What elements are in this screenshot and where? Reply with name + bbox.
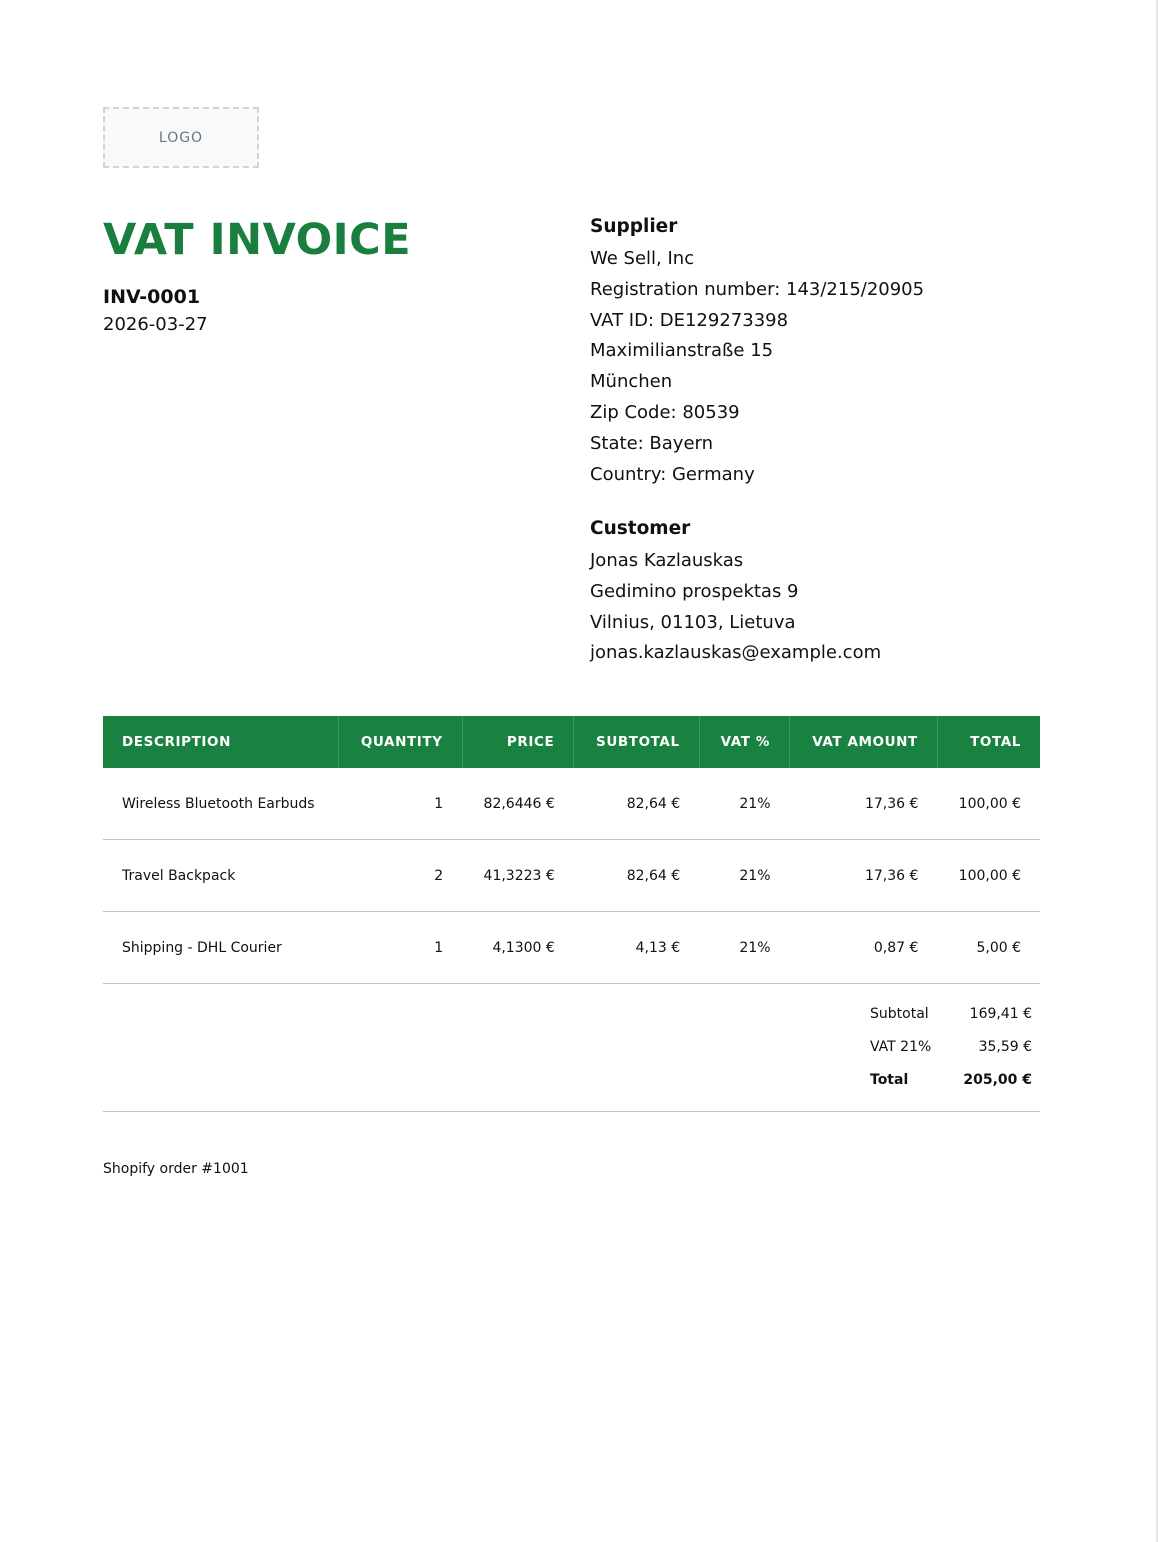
col-price-header: PRICE [462, 716, 574, 768]
supplier-vat-id: VAT ID: DE129273398 [590, 309, 789, 331]
col-vat-amount-header: VAT AMOUNT [790, 716, 938, 768]
logo-text: LOGO [158, 129, 204, 146]
cell-subtotal: 4,13 € [574, 912, 699, 984]
table-header-row [103, 716, 1040, 768]
cell-vat-percent: 21% [699, 840, 789, 912]
table-row [103, 912, 1040, 984]
line-items-table [103, 716, 1040, 984]
col-subtotal-header: SUBTOTAL [574, 716, 699, 768]
customer-street: Gedimino prospektas 9 [590, 580, 799, 602]
cell-price: 41,3223 € [462, 840, 574, 912]
subtotal-label: Subtotal [870, 1005, 929, 1022]
cell-total: 100,00 € [937, 768, 1040, 840]
vat-value: 35,59 € [978, 1038, 1032, 1055]
totals-summary [860, 997, 1032, 1096]
supplier-registration-number: Registration number: 143/215/20905 [590, 278, 925, 300]
table-row [103, 840, 1040, 912]
total-row [860, 1063, 1032, 1096]
cell-vat-amount: 17,36 € [790, 768, 938, 840]
order-note: Shopify order #1001 [103, 1161, 249, 1177]
customer-city-line: Vilnius, 01103, Lietuva [590, 611, 796, 633]
col-total-header: TOTAL [937, 716, 1040, 768]
invoice-title: VAT INVOICE [103, 215, 412, 265]
cell-description: Travel Backpack [103, 840, 339, 912]
cell-price: 4,1300 € [462, 912, 574, 984]
supplier-heading: Supplier [590, 216, 678, 237]
subtotal-value: 169,41 € [969, 1005, 1032, 1022]
supplier-zip: Zip Code: 80539 [590, 401, 740, 423]
supplier-street: Maximilianstraße 15 [590, 340, 774, 362]
cell-quantity: 1 [339, 768, 462, 840]
cell-quantity: 2 [339, 840, 462, 912]
col-description-header: DESCRIPTION [103, 716, 339, 768]
total-label: Total [870, 1071, 909, 1088]
vat-row [860, 1030, 1032, 1063]
subtotal-row [860, 997, 1032, 1030]
cell-description: Wireless Bluetooth Earbuds [103, 768, 339, 840]
cell-vat-amount: 17,36 € [790, 840, 938, 912]
cell-vat-percent: 21% [699, 912, 789, 984]
supplier-state: State: Bayern [590, 432, 714, 454]
customer-email: jonas.kazlauskas@example.com [590, 642, 882, 664]
supplier-block [590, 216, 924, 494]
cell-vat-amount: 0,87 € [790, 912, 938, 984]
invoice-date: 2026-03-27 [103, 314, 208, 335]
cell-subtotal: 82,64 € [574, 768, 699, 840]
cell-vat-percent: 21% [699, 768, 789, 840]
invoice-number: INV-0001 [103, 286, 201, 308]
table-row [103, 768, 1040, 840]
cell-quantity: 1 [339, 912, 462, 984]
total-value: 205,00 € [963, 1071, 1032, 1088]
cell-total: 5,00 € [937, 912, 1040, 984]
col-vat-percent-header: VAT % [699, 716, 789, 768]
cell-total: 100,00 € [937, 840, 1040, 912]
customer-heading: Customer [590, 518, 691, 539]
cell-price: 82,6446 € [462, 768, 574, 840]
supplier-city: München [590, 371, 673, 393]
cell-subtotal: 82,64 € [574, 840, 699, 912]
customer-name: Jonas Kazlauskas [590, 550, 744, 571]
cell-description: Shipping - DHL Courier [103, 912, 339, 984]
totals-divider [103, 1111, 1040, 1112]
col-quantity-header: QUANTITY [339, 716, 462, 768]
vat-label: VAT 21% [870, 1038, 932, 1055]
supplier-name: We Sell, Inc [590, 248, 695, 269]
logo-placeholder [103, 107, 259, 168]
customer-block [590, 518, 881, 673]
supplier-country: Country: Germany [590, 463, 755, 485]
